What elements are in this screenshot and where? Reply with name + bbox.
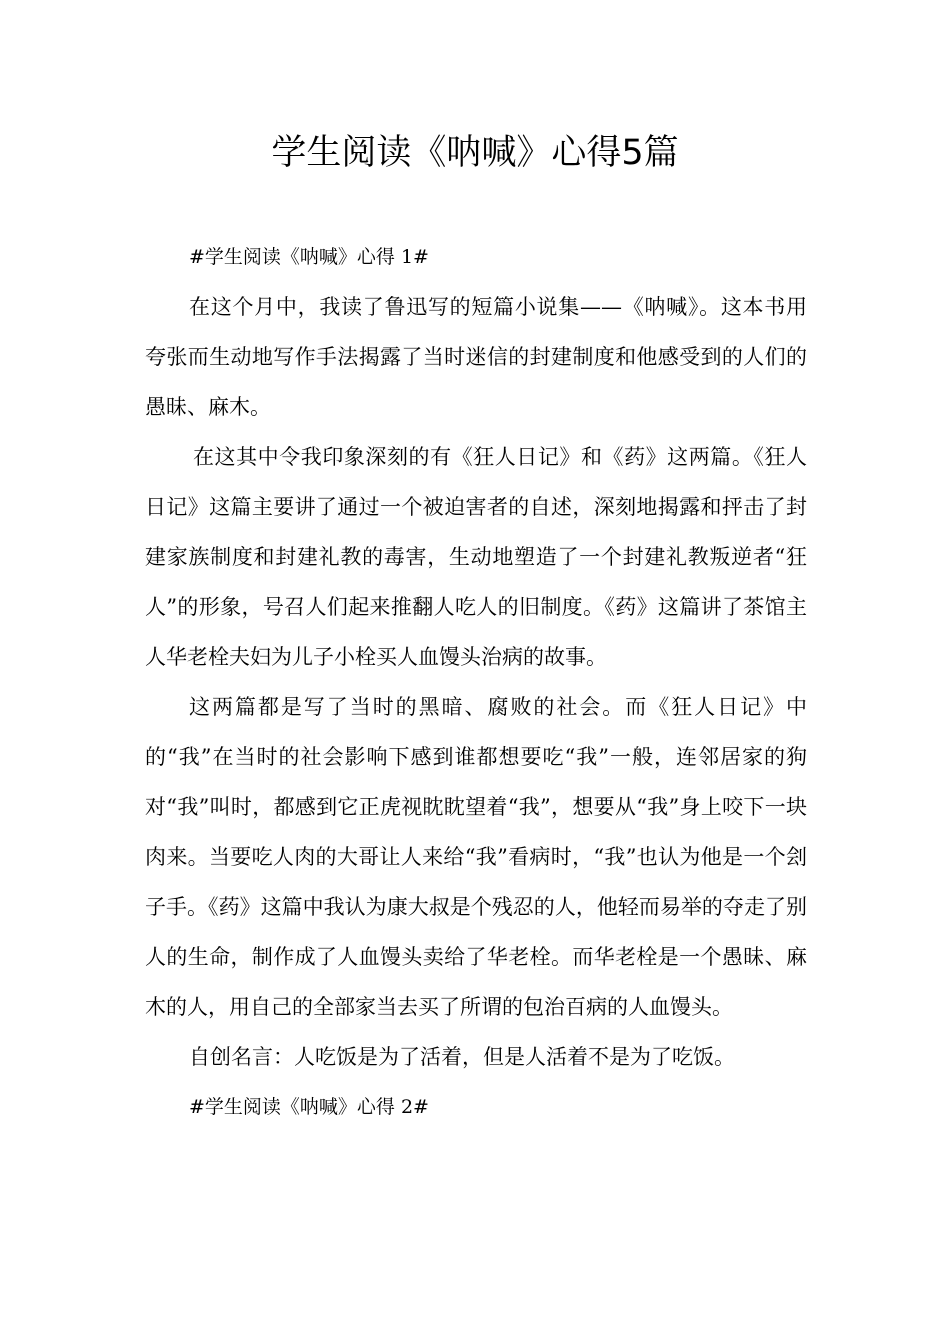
paragraph-3: 这两篇都是写了当时的黑暗、腐败的社会。而《狂人日记》中的“我”在当时的社会影响下感到谁都想要吃“我”一般，连邻居家的狗对“我”叫时，都感到它正虎视眈眈望着“我”，想要从“我”身上咬下一块肉来。当要吃人肉的大哥让人来给“我”看病时，“我”也认为他是一个刽子手。《药》这篇中我认为康大叔是个残忍的人，他轻而易举的夺走了别人的生命，制作成了人血馒头卖给了华老栓。而华老栓是一个愚昧、麻木的人，用自己的全部家当去买了所谓的包治百病的人血馒头。 (145, 695, 807, 1019)
paragraph-1: 在这个月中，我读了鲁迅写的短篇小说集——《呐喊》。这本书用夸张而生动地写作手法揭露了当时迷信的封建制度和他感受到的人们的愚昧、麻木。 (145, 295, 807, 419)
paragraph-2: 在这其中令我印象深刻的有《狂人日记》和《药》这两篇。《狂人日记》这篇主要讲了通过一个被迫害者的自述，深刻地揭露和抨击了封建家族制度和封建礼教的毒害，生动地塑造了一个封建礼教叛逆者“狂人”的形象，号召人们起来推翻人吃人的旧制度。《药》这篇讲了茶馆主人华老栓夫妇为儿子小栓买人血馒头治病的故事。 (145, 445, 807, 669)
essay-body (145, 232, 807, 1132)
section-heading-2: #学生阅读《呐喊》心得 2# (189, 1096, 429, 1118)
page-title: 学生阅读《呐喊》心得5篇 (271, 133, 679, 173)
section-heading-1: #学生阅读《呐喊》心得 1# (189, 246, 429, 268)
paragraph-motto: 自创名言：人吃饭是为了活着，但是人活着不是为了吃饭。 (189, 1045, 735, 1069)
